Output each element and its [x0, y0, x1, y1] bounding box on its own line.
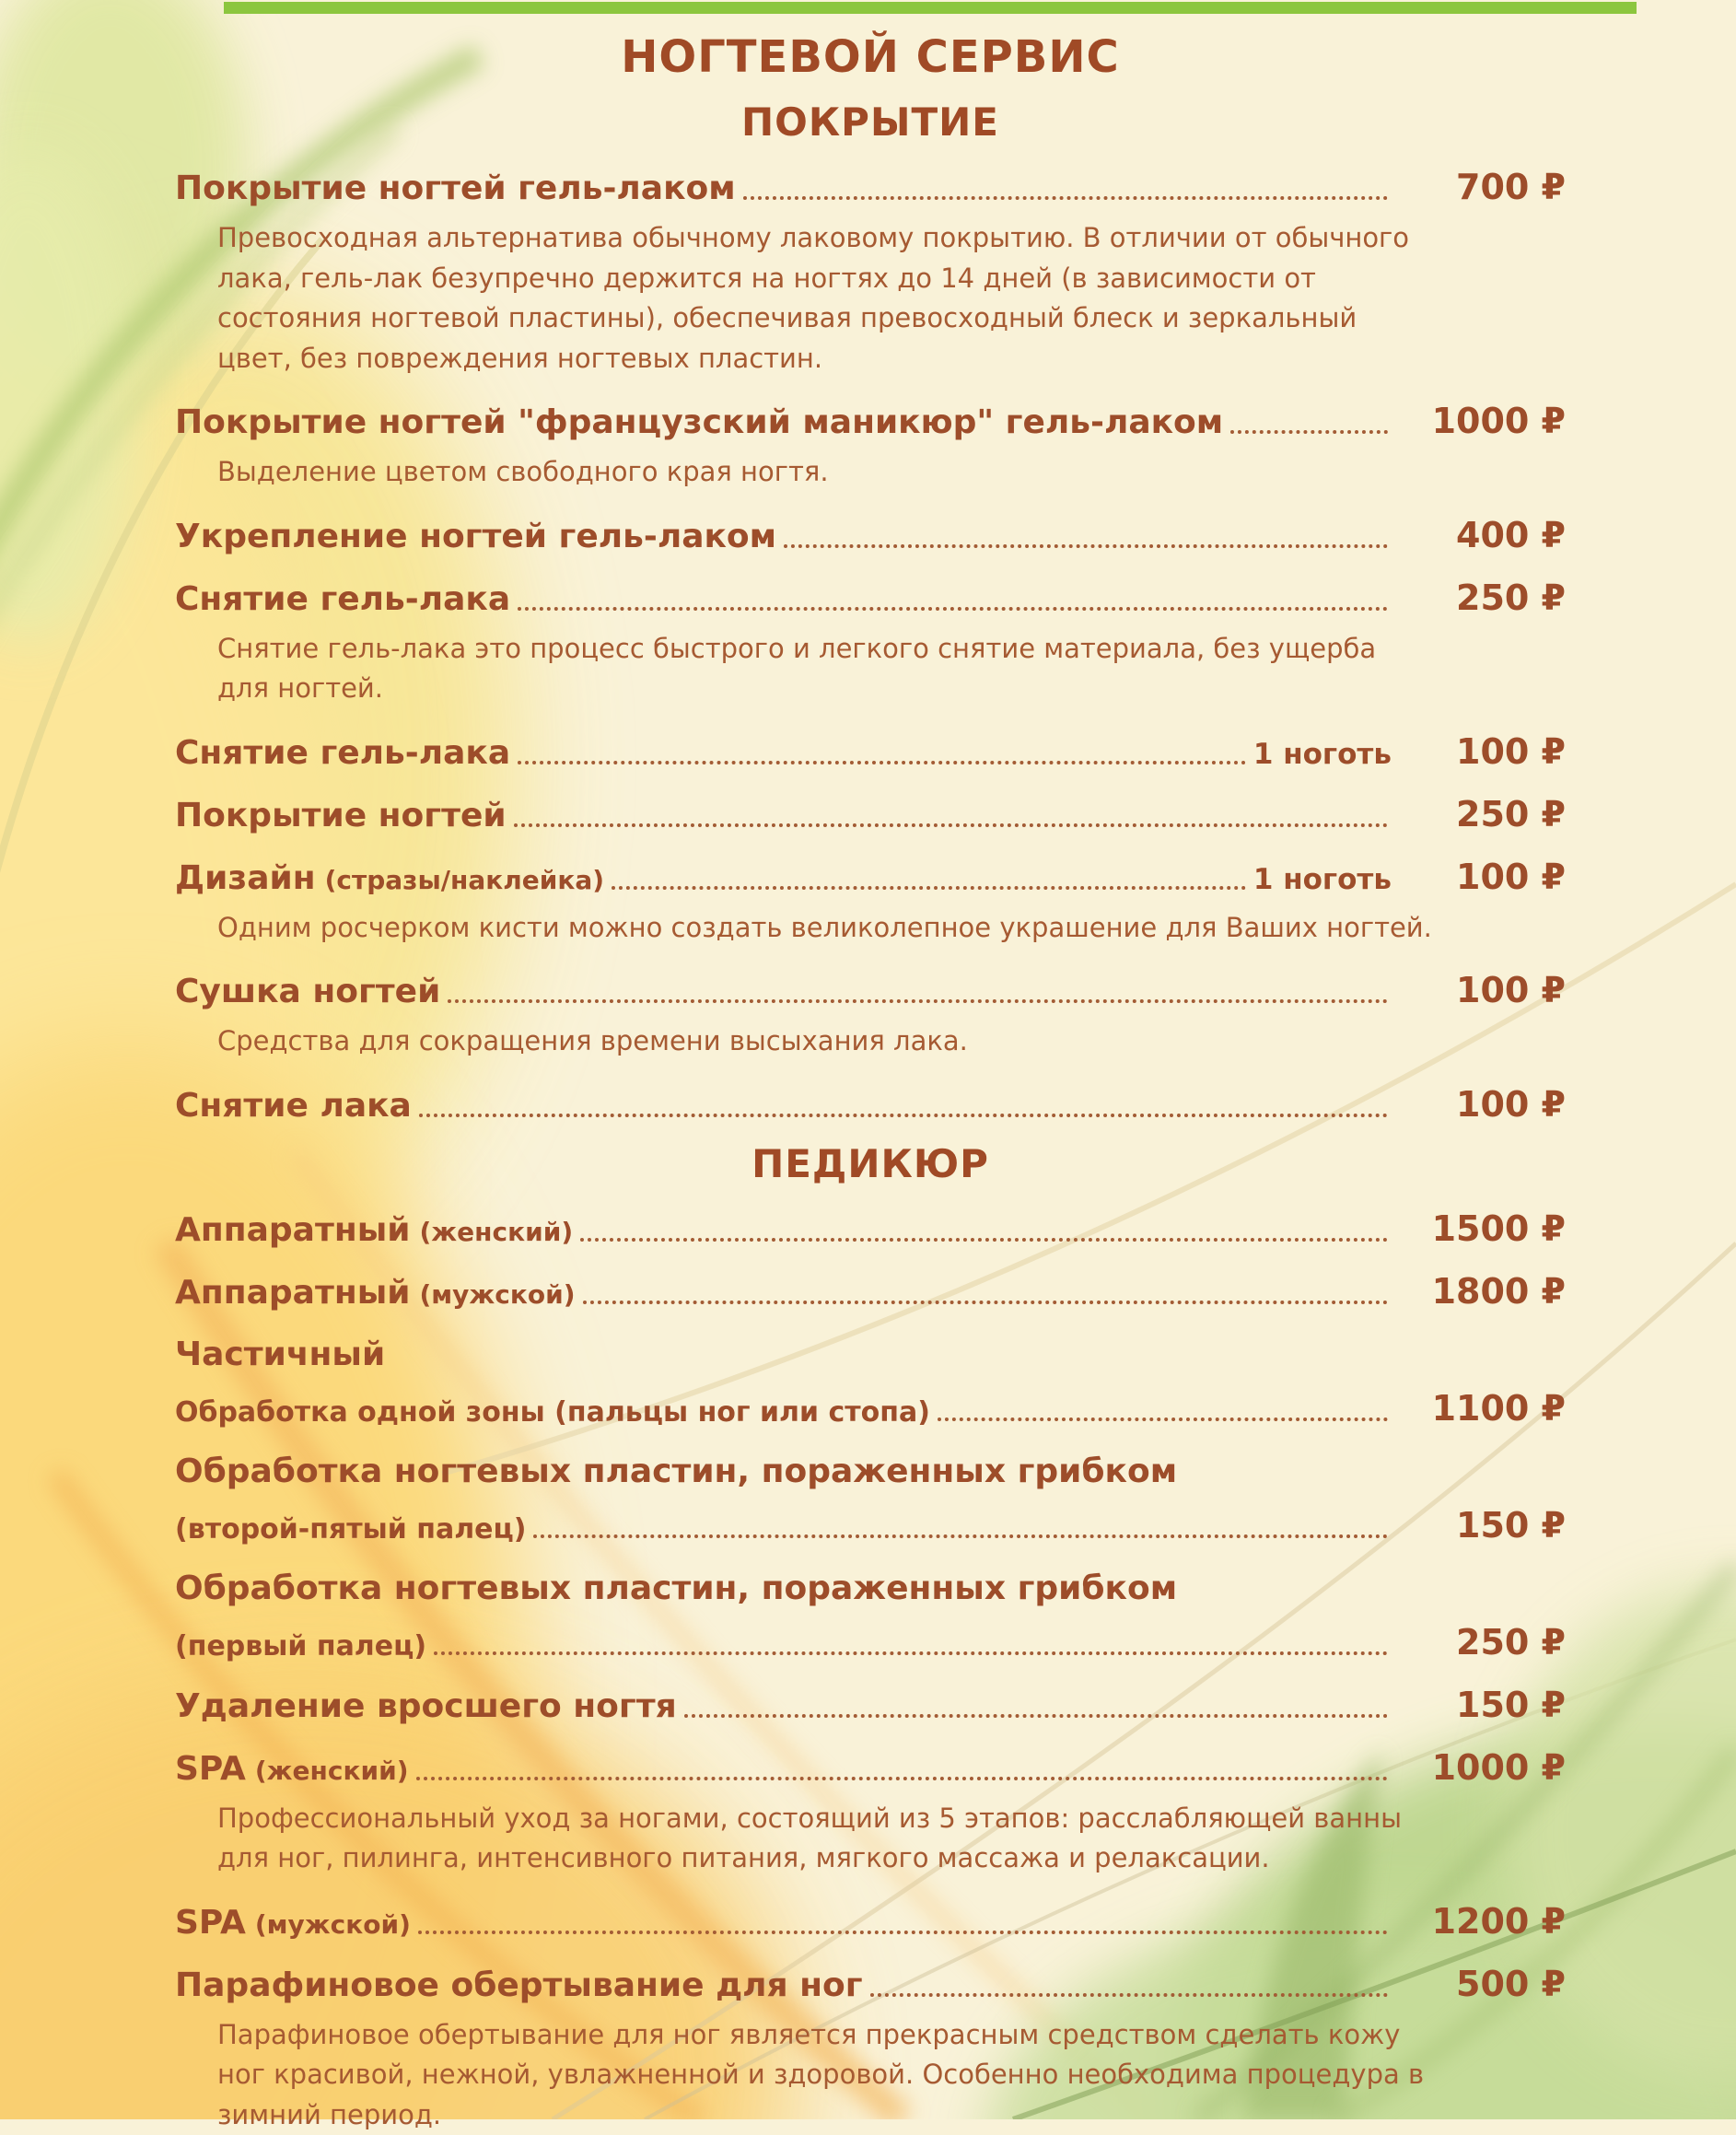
- menu-item-row: [175, 1901, 1566, 1942]
- item-price: 1000 ₽: [1395, 401, 1566, 441]
- item-name: Удаление вросшего ногтя: [175, 1687, 677, 1725]
- dotted-leader: [583, 1301, 1388, 1304]
- item-unit: 1 ноготь: [1253, 738, 1392, 771]
- item-name: Покрытие ногтей "французский маникюр" гель-лаком: [175, 403, 1223, 441]
- item-name: Снятие гель-лака: [175, 734, 510, 772]
- item-name-suffix: (стразы/наклейка): [325, 865, 604, 895]
- menu-item-row: [175, 731, 1566, 772]
- item-name: Покрытие ногтей: [175, 797, 507, 834]
- dotted-leader: [580, 1238, 1388, 1242]
- item-name: Дизайн: [175, 859, 316, 897]
- page-title: НОГТЕВОЙ СЕРВИС: [175, 31, 1566, 83]
- dotted-leader: [1230, 430, 1388, 434]
- menu-item-row: [175, 857, 1566, 897]
- menu-item-row: [175, 794, 1566, 834]
- menu-item-row: [175, 167, 1566, 207]
- item-price: 100 ₽: [1395, 857, 1566, 897]
- item-description: Профессиональный уход за ногами, состоящий из 5 этапов: расслабляющей ванны для ног, пилинга, интенсивного питания, мягкого массажа и релаксации.: [217, 1799, 1433, 1879]
- menu-item-row: [175, 1505, 1566, 1546]
- item-price: 100 ₽: [1395, 1084, 1566, 1125]
- menu-item-row: [175, 1685, 1566, 1725]
- item-name: SPA: [175, 1904, 246, 1942]
- section-heading: ПОКРЫТИЕ: [175, 99, 1566, 145]
- item-name: Снятие лака: [175, 1087, 412, 1125]
- item-price: 1800 ₽: [1395, 1271, 1566, 1312]
- item-name: Покрытие ногтей гель-лаком: [175, 169, 736, 207]
- dotted-leader: [448, 999, 1388, 1003]
- item-name: Аппаратный: [175, 1274, 410, 1312]
- item-price: 1000 ₽: [1395, 1747, 1566, 1788]
- menu-item-row: [175, 1622, 1566, 1662]
- item-description: Превосходная альтернатива обычному лаковому покрытию. В отличии от обычного лака, гель-лак безупречно держится на ногтях до 14 дней (в зависимости от состояния ногтевой пластины), обеспечивая превосходный блеск и зеркальный цвет, без повреждения ногтевых пластин.: [217, 218, 1433, 379]
- dotted-leader: [784, 544, 1388, 548]
- menu-item-group-heading: Обработка ногтевых пластин, пораженных грибком: [175, 1569, 1566, 1607]
- menu-item-row: [175, 1084, 1566, 1125]
- menu-item-row: [175, 1964, 1566, 2004]
- item-name: Обработка одной зоны (пальцы ног или стопа): [175, 1396, 930, 1429]
- item-name-suffix: (мужской): [255, 1909, 411, 1940]
- dotted-leader: [434, 1651, 1388, 1655]
- dotted-leader: [514, 823, 1388, 827]
- menu-sections: [175, 99, 1566, 2135]
- item-price: 700 ₽: [1395, 167, 1566, 207]
- menu-item-row: [175, 515, 1566, 555]
- item-price: 1200 ₽: [1395, 1901, 1566, 1942]
- item-description: Снятие гель-лака это процесс быстрого и легкого снятие материала, без ущерба для ногтей.: [217, 629, 1433, 709]
- item-price: 100 ₽: [1395, 970, 1566, 1010]
- item-price: 250 ₽: [1395, 578, 1566, 618]
- dotted-leader: [533, 1534, 1388, 1538]
- item-name: (первый палец): [175, 1630, 426, 1662]
- item-price: 150 ₽: [1395, 1685, 1566, 1725]
- menu-item-row: [175, 1747, 1566, 1788]
- item-name-suffix: (женский): [255, 1756, 409, 1786]
- menu-item-row: [175, 401, 1566, 441]
- item-price: 150 ₽: [1395, 1505, 1566, 1546]
- dotted-leader: [418, 1931, 1388, 1934]
- dotted-leader: [419, 1114, 1388, 1117]
- menu-item-group-heading: Обработка ногтевых пластин, пораженных грибком: [175, 1452, 1566, 1490]
- dotted-leader: [416, 1777, 1388, 1780]
- menu-item-row: [175, 970, 1566, 1010]
- item-price: 1500 ₽: [1395, 1208, 1566, 1249]
- item-name: Снятие гель-лака: [175, 580, 510, 618]
- dotted-leader: [684, 1714, 1388, 1718]
- item-description: Парафиновое обертывание для ног является прекрасным средством сделать кожу ног красивой, нежной, увлажненной и здоровой. Особенно необходима процедура в зимний период.: [217, 2015, 1433, 2135]
- item-price: 500 ₽: [1395, 1964, 1566, 2004]
- dotted-leader: [612, 886, 1246, 890]
- item-name-suffix: (мужской): [419, 1279, 575, 1310]
- item-name: Парафиновое обертывание для ног: [175, 1966, 863, 2004]
- item-price: 1100 ₽: [1395, 1388, 1566, 1429]
- item-unit: 1 ноготь: [1253, 863, 1392, 896]
- item-name-suffix: (женский): [419, 1217, 573, 1247]
- menu-item-row: [175, 1208, 1566, 1249]
- menu-item-row: [175, 578, 1566, 618]
- dotted-leader: [743, 196, 1388, 200]
- item-price: 100 ₽: [1395, 731, 1566, 772]
- item-name: Аппаратный: [175, 1211, 410, 1249]
- item-price: 250 ₽: [1395, 1622, 1566, 1662]
- dotted-leader: [870, 1993, 1388, 1997]
- item-description: Одним росчерком кисти можно создать великолепное украшение для Ваших ногтей.: [217, 908, 1433, 949]
- item-name: SPA: [175, 1750, 246, 1788]
- item-name: (второй-пятый палец): [175, 1513, 526, 1546]
- item-name: Укрепление ногтей гель-лаком: [175, 518, 776, 555]
- dotted-leader: [518, 761, 1246, 764]
- dotted-leader: [518, 607, 1388, 611]
- section-heading: ПЕДИКЮР: [175, 1141, 1566, 1186]
- menu-item-group-heading: Частичный: [175, 1336, 1566, 1373]
- item-price: 250 ₽: [1395, 794, 1566, 834]
- dotted-leader: [938, 1418, 1388, 1421]
- item-name: Сушка ногтей: [175, 973, 440, 1010]
- menu-item-row: [175, 1388, 1566, 1429]
- menu-item-row: [175, 1271, 1566, 1312]
- item-price: 400 ₽: [1395, 515, 1566, 555]
- item-description: Выделение цветом свободного края ногтя.: [217, 452, 1433, 493]
- item-description: Средства для сокращения времени высыхания лака.: [217, 1021, 1433, 1062]
